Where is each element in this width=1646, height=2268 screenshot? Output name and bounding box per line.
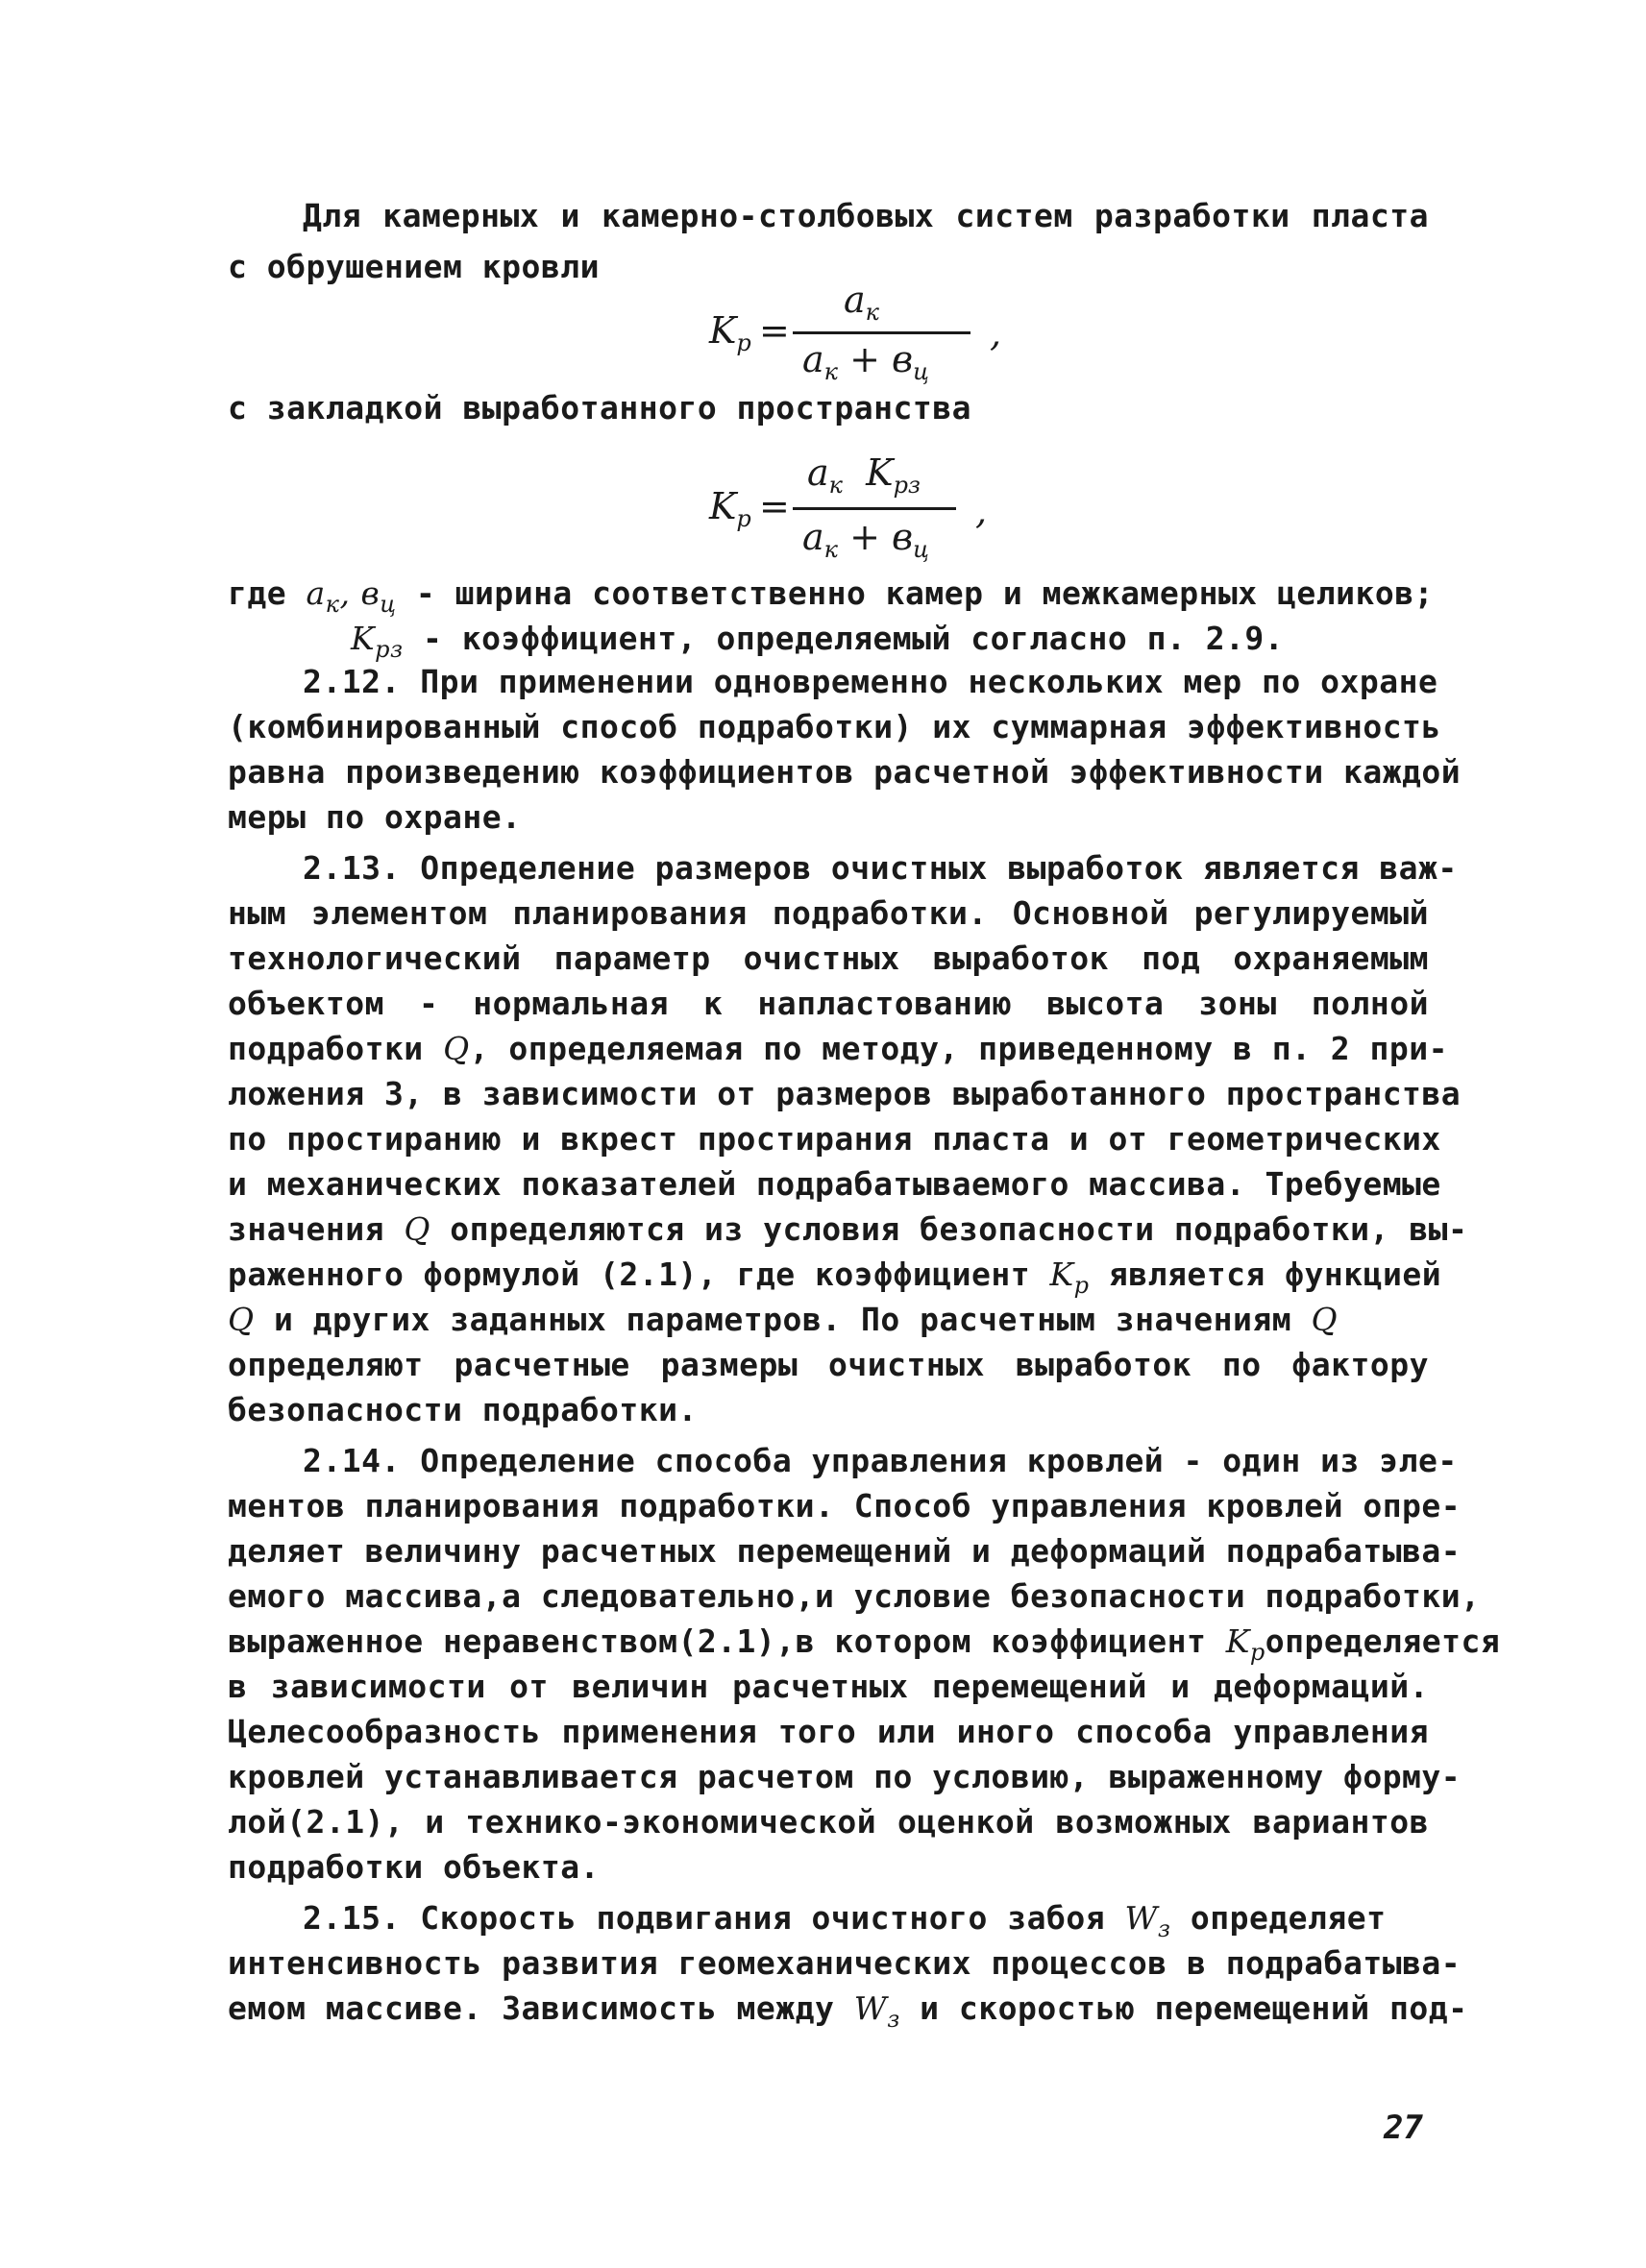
text-line: емом массиве. Зависимость между $W_з$ и скоростью перемещений под-: [228, 1989, 1468, 2033]
text-line: меры по охране.: [228, 798, 522, 836]
text-line: безопасности подработки.: [228, 1391, 698, 1428]
text-line: 2.15. Скорость подвигания очистного забоя $W_з$ определяет: [303, 1899, 1387, 1942]
text-line: с закладкой выработанного пространства: [228, 389, 971, 427]
text-line: в зависимости от величин расчетных перемещений и деформаций.: [228, 1668, 1429, 1705]
where-line: где $a_к$, $в_ц$ - ширина соответственно камер и межкамерных целиков;: [228, 574, 1434, 618]
text-line: лой(2.1), и технико-экономической оценкой возможных вариантов: [228, 1803, 1429, 1841]
text-line: ментов планирования подработки. Способ управления кровлей опре-: [228, 1487, 1462, 1524]
text-line: ложения 3, в зависимости от размеров выработанного пространства: [228, 1075, 1462, 1112]
text-line: объектом - нормальная к напластованию высота зоны полной: [228, 985, 1429, 1022]
formula-comma: ,: [990, 312, 1002, 354]
text-line: с обрушением кровли: [228, 248, 600, 285]
text-line: Целесообразность применения того или иного способа управления: [228, 1713, 1429, 1750]
text-line: Q и других заданных параметров. По расчетным значениям Q: [228, 1301, 1338, 1338]
formula-denominator: $a_к + в_ц$: [802, 338, 929, 385]
formula-numerator: $a_к$: [844, 279, 879, 326]
where-line: $K_{рз}$ - коэффициент, определяемый согласно п. 2.9.: [351, 620, 1285, 663]
fraction-bar: [793, 331, 970, 334]
text-line: подработки Q, определяемая по методу, приведенному в п. 2 при-: [228, 1030, 1449, 1067]
text-line: раженного формулой (2.1), где коэффициент $K_р$ является функцией: [228, 1256, 1442, 1299]
formula-eq: =: [759, 485, 790, 527]
text-line: выраженное неравенством(2.1),в котором коэффициент $K_ропределяется$: [228, 1622, 1501, 1666]
formula-denominator: $a_к + в_ц$: [802, 516, 929, 563]
formula-lhs: $K_р$: [709, 309, 751, 356]
formula-lhs: $K_р$: [709, 485, 751, 532]
text-line: 2.12. При применении одновременно нескольких мер по охране: [303, 663, 1438, 700]
text-line: (комбинированный способ подработки) их суммарная эффективность: [228, 708, 1441, 745]
text-line: по простиранию и вкрест простирания пласта и от геометрических: [228, 1120, 1441, 1158]
fraction-bar: [793, 507, 956, 510]
text-line: емого массива,а следовательно,и условие безопасности подработки,: [228, 1577, 1481, 1615]
page-number: 27: [1384, 2109, 1423, 2147]
text-line: 2.13. Определение размеров очистных выработок является важ-: [303, 849, 1458, 887]
text-line: технологический параметр очистных выработок под охраняемым: [228, 939, 1429, 977]
text-line: равна произведению коэффициентов расчетной эффективности каждой: [228, 753, 1462, 791]
formula-numerator: $a_к$ $K_{рз}$: [807, 451, 921, 499]
text-line: интенсивность развития геомеханических процессов в подрабатыва-: [228, 1944, 1462, 1982]
text-line: Для камерных и камерно-столбовых систем разработки пласта: [303, 197, 1429, 234]
text-line: 2.14. Определение способа управления кровлей - один из эле-: [303, 1442, 1458, 1479]
text-line: подработки объекта.: [228, 1848, 600, 1886]
text-line: значения Q определяются из условия безопасности подработки, вы-: [228, 1210, 1468, 1248]
text-line: деляет величину расчетных перемещений и деформаций подрабатыва-: [228, 1532, 1462, 1570]
text-line: и механических показателей подрабатываемого массива. Требуемые: [228, 1165, 1441, 1203]
formula-comma: ,: [975, 490, 988, 532]
text-line: кровлей устанавливается расчетом по условию, выраженному форму-: [228, 1758, 1462, 1795]
formula-eq: =: [759, 309, 790, 352]
text-line: ным элементом планирования подработки. Основной регулируемый: [228, 894, 1429, 932]
text-line: определяют расчетные размеры очистных выработок по фактору: [228, 1346, 1429, 1383]
